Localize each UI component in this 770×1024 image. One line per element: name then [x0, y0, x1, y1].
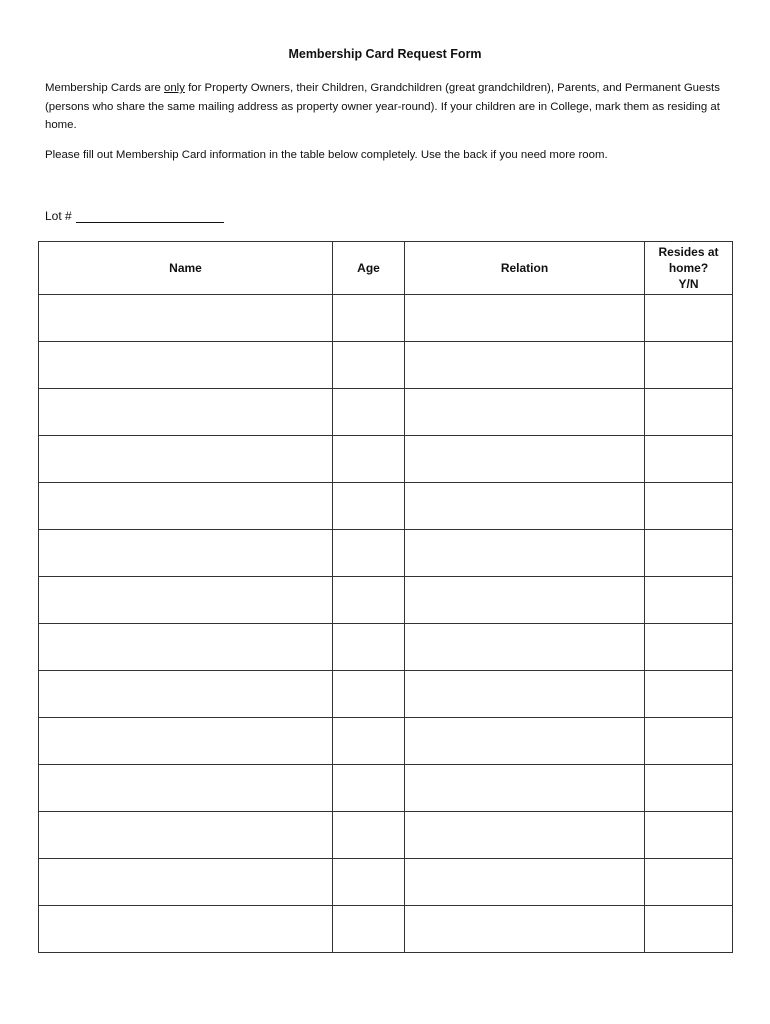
- cell-relation[interactable]: [405, 530, 645, 577]
- table-row: [39, 436, 733, 483]
- cell-name[interactable]: [39, 812, 333, 859]
- cell-name[interactable]: [39, 577, 333, 624]
- cell-resides[interactable]: [645, 765, 733, 812]
- table-row: [39, 295, 733, 342]
- cell-name[interactable]: [39, 436, 333, 483]
- cell-age[interactable]: [333, 765, 405, 812]
- table-row: [39, 765, 733, 812]
- cell-age[interactable]: [333, 342, 405, 389]
- cell-name[interactable]: [39, 624, 333, 671]
- cell-name[interactable]: [39, 530, 333, 577]
- lot-input-line[interactable]: [76, 209, 224, 223]
- cell-resides[interactable]: [645, 906, 733, 953]
- cell-resides[interactable]: [645, 671, 733, 718]
- cell-name[interactable]: [39, 718, 333, 765]
- table-row: [39, 859, 733, 906]
- cell-relation[interactable]: [405, 436, 645, 483]
- cell-relation[interactable]: [405, 812, 645, 859]
- cell-relation[interactable]: [405, 577, 645, 624]
- cell-relation[interactable]: [405, 624, 645, 671]
- cell-relation[interactable]: [405, 342, 645, 389]
- table-header-row: [39, 242, 733, 295]
- cell-relation[interactable]: [405, 718, 645, 765]
- cell-age[interactable]: [333, 906, 405, 953]
- table-row: [39, 483, 733, 530]
- intro-text-end: for Property Owners, their Children, Grandchildren (great grandchildren), Parents, and Permanent Guests (persons who share the same mailing address as property owner year-round). If your children are in College, mark them as residing at home.: [45, 82, 720, 131]
- cell-age[interactable]: [333, 812, 405, 859]
- header-age: Age: [333, 242, 405, 295]
- cell-resides[interactable]: [645, 718, 733, 765]
- header-name: Name: [39, 242, 333, 295]
- cell-resides[interactable]: [645, 342, 733, 389]
- cell-relation[interactable]: [405, 389, 645, 436]
- table-row: [39, 671, 733, 718]
- table-row: [39, 624, 733, 671]
- cell-name[interactable]: [39, 295, 333, 342]
- cell-resides[interactable]: [645, 483, 733, 530]
- cell-relation[interactable]: [405, 765, 645, 812]
- intro-text-start: Membership Cards are: [45, 82, 165, 94]
- cell-relation[interactable]: [405, 671, 645, 718]
- cell-age[interactable]: [333, 530, 405, 577]
- lot-label: Lot #: [45, 209, 72, 223]
- header-resides-at-home: Resides at home? Y/N: [645, 242, 733, 295]
- cell-age[interactable]: [333, 389, 405, 436]
- cell-resides[interactable]: [645, 295, 733, 342]
- table-row: [39, 342, 733, 389]
- table-row: [39, 718, 733, 765]
- cell-name[interactable]: [39, 342, 333, 389]
- cell-resides[interactable]: [645, 530, 733, 577]
- cell-age[interactable]: [333, 671, 405, 718]
- cell-age[interactable]: [333, 295, 405, 342]
- table-row: [39, 577, 733, 624]
- cell-age[interactable]: [333, 859, 405, 906]
- cell-age[interactable]: [333, 577, 405, 624]
- cell-resides[interactable]: [645, 389, 733, 436]
- cell-name[interactable]: [39, 483, 333, 530]
- cell-resides[interactable]: [645, 859, 733, 906]
- membership-table: [38, 241, 733, 953]
- cell-name[interactable]: [39, 671, 333, 718]
- cell-name[interactable]: [39, 906, 333, 953]
- header-relation: Relation: [405, 242, 645, 295]
- cell-relation[interactable]: [405, 483, 645, 530]
- cell-resides[interactable]: [645, 436, 733, 483]
- table-row: [39, 812, 733, 859]
- table-row: [39, 906, 733, 953]
- table-row: [39, 530, 733, 577]
- cell-resides[interactable]: [645, 577, 733, 624]
- table-body: [39, 295, 733, 953]
- cell-age[interactable]: [333, 436, 405, 483]
- cell-name[interactable]: [39, 765, 333, 812]
- cell-relation[interactable]: [405, 859, 645, 906]
- cell-name[interactable]: [39, 389, 333, 436]
- cell-age[interactable]: [333, 483, 405, 530]
- cell-age[interactable]: [333, 718, 405, 765]
- cell-relation[interactable]: [405, 295, 645, 342]
- cell-name[interactable]: [39, 859, 333, 906]
- intro-underlined-word: only: [164, 82, 185, 94]
- intro-paragraph: [45, 79, 730, 135]
- cell-resides[interactable]: [645, 624, 733, 671]
- form-title: Membership Card Request Form: [288, 47, 482, 61]
- cell-resides[interactable]: [645, 812, 733, 859]
- cell-age[interactable]: [333, 624, 405, 671]
- table-row: [39, 389, 733, 436]
- lot-field: [45, 209, 224, 223]
- cell-relation[interactable]: [405, 906, 645, 953]
- instructions-paragraph: Please fill out Membership Card information in the table below completely. Use the back if you need more room.: [45, 149, 608, 161]
